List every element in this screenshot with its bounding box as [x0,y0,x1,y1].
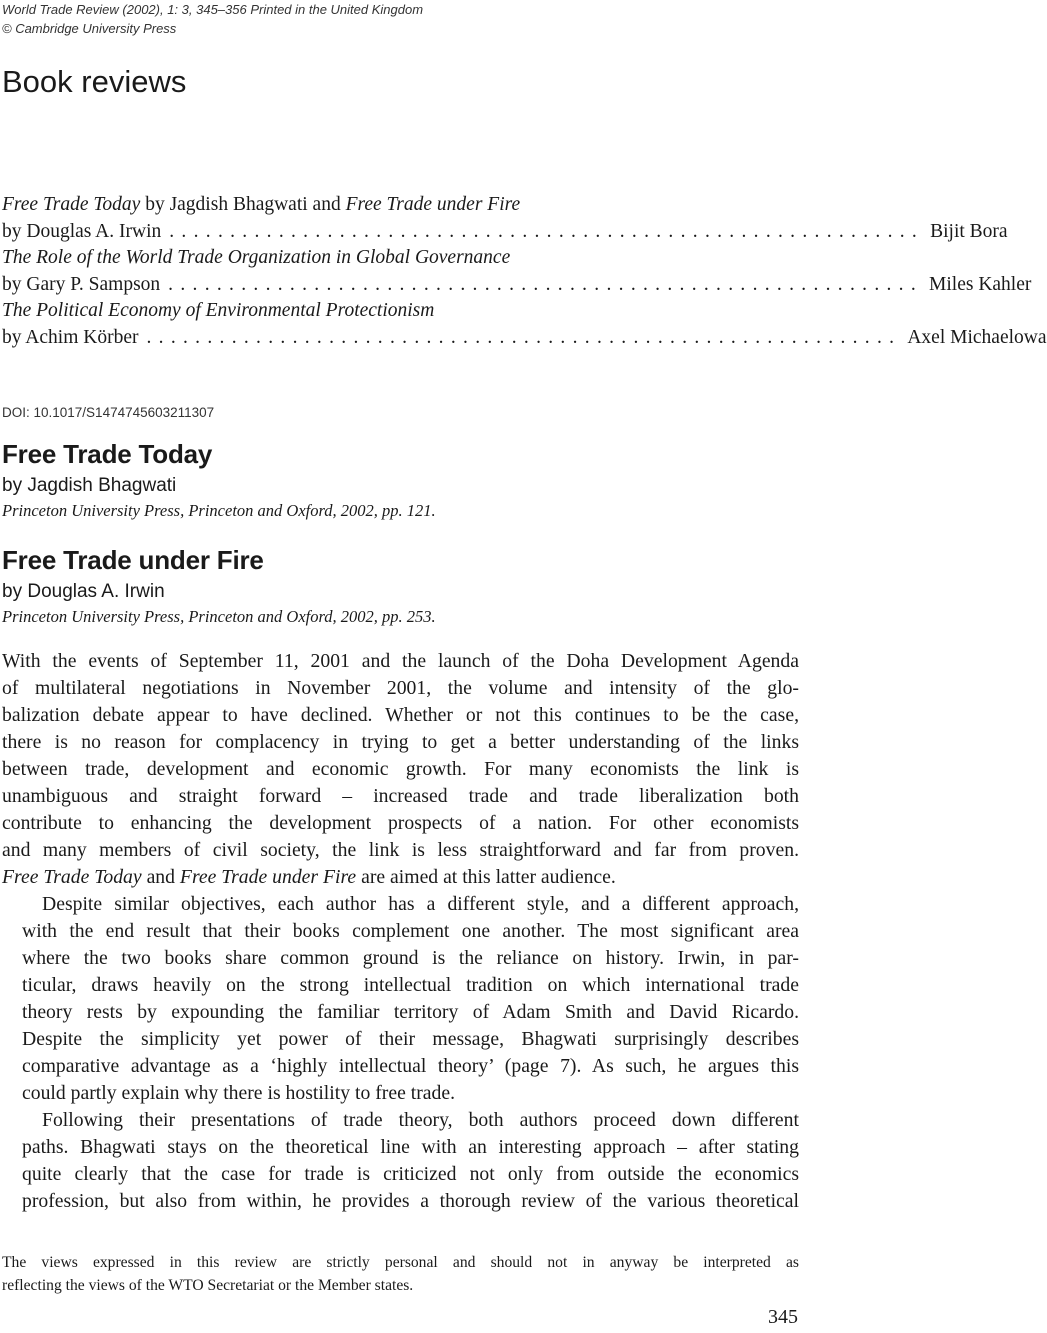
toc-entry-3-byline: by Achim Körber .............................................................. Axel Michaelowa [2,325,800,352]
reviewer-name: Bijit Bora [930,220,1008,242]
book-publisher: Princeton University Press, Princeton and Oxford, 2002, pp. 121. [2,501,436,520]
book-author: by Jagdish Bhagwati [2,475,177,496]
toc-entry-1-title: Free Trade Today by Jagdish Bhagwati and Free Trade under Fire [2,194,521,215]
toc-entry-2-byline: by Gary P. Sampson .............................................................. Miles Kahler [2,272,800,299]
book-publisher: Princeton University Press, Princeton and Oxford, 2002, pp. 253. [2,607,436,626]
reviewer-name: Axel Michaelowa [907,326,1047,348]
journal-citation: World Trade Review (2002), 1: 3, 345–356 Printed in the United Kingdom [2,2,424,17]
toc-entry-3-title: The Political Economy of Environmental Protectionism [2,300,435,321]
toc-entry-2-title: The Role of the World Trade Organization in Global Governance [2,247,511,268]
reviewer-name: Miles Kahler [929,273,1032,295]
section-title: Book reviews [2,64,187,99]
paragraph: With the events of September 11, 2001 and the launch of the Doha Development Agenda of multilateral negotiations in November 2001, the volume and intensity of the glo- balization debate appear to have declined. Whether or not this continues to be the case, there is no reason for complacency in trying to get a better understanding of the links between trade, development and economic growth. For many economists the link is unambiguous and straight forward – increased trade and trade liberalization both contribute to enhancing the development prospects of a nation. For other economists and many members of civil society, the link is less straightforward and far from proven. Free Trade Today and Free Trade under Fire are aimed at this latter audience. [2,650,799,888]
book-title: Free Trade under Fire [2,545,264,575]
review-body [2,648,799,1215]
paragraph: Despite similar objectives, each author has a different style, and a different approach, with the end result that their books complement one another. The most significant area where the two books share common ground is the reliance on history. Irwin, in par- ticular, draws heavily on the strong intellectual tradition on which international trade theory rests by expounding the familiar territory of Adam Smith and David Ricardo. Despite the simplicity yet power of their message, Bhagwati surprisingly describes comparative advantage as a ‘highly intellectual theory’ (page 7). As such, he argues this could partly explain why there is hostility to free trade. [22,893,799,1104]
footnote: The views expressed in this review are strictly personal and should not in anyway be interpreted as reflecting the views of the WTO Secretariat or the Member states. [2,1254,799,1294]
reviews-contents [2,192,1047,351]
toc-entry-1-byline: by Douglas A. Irwin .............................................................. Bijit Bora [2,219,800,246]
copyright-line: © Cambridge University Press [2,21,177,36]
running-header [2,0,423,38]
doi-link[interactable]: DOI: 10.1017/S1474745603211307 [2,405,215,420]
book-title: Free Trade Today [2,439,213,469]
paragraph: Following their presentations of trade theory, both authors proceed down different paths. Bhagwati stays on the theoretical line with an interesting approach – after stating quite clearly that the case for trade is criticized not only from outside the economics profession, but also from within, he provides a thorough review of the various theoretical [22,1109,799,1212]
book-author: by Douglas A. Irwin [2,581,165,602]
page-number: 345 [768,1306,798,1328]
